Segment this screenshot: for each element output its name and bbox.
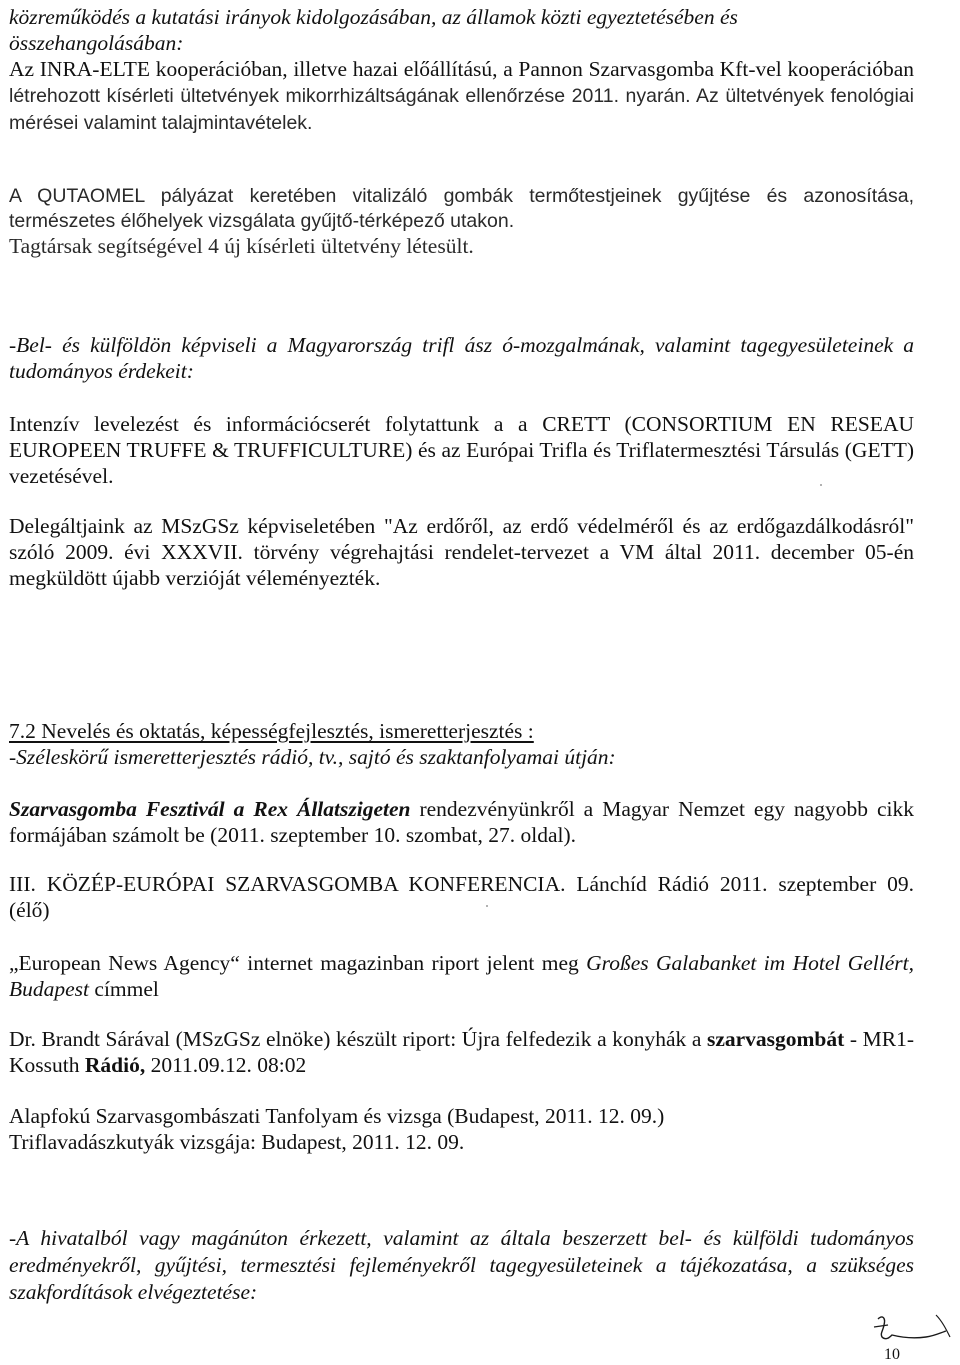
festival-title: Szarvasgomba Fesztivál a Rex Állatszigeten: [9, 797, 411, 821]
courses-paragraph: [9, 1103, 914, 1155]
agency-title: Großes Galabanket im Hotel Gellért, Budapest: [9, 951, 914, 1001]
qutaomel-text-2: Tagtársak segítségével 4 új kísérleti ültetvény létesült.: [9, 234, 474, 258]
agency-paragraph: [9, 950, 914, 1002]
office-text: -A hivatalból vagy magánúton érkezett, valamint az általa beszerzett bel- és külföldi tudományos eredményekről, gyűjtési, termesztési fejleményekről tagegyesületeinek a tájékozatása, a szükséges szakfordítások elvégeztetése:: [9, 1226, 914, 1304]
brandt-paragraph: [9, 1026, 914, 1078]
scan-speck: [820, 484, 822, 486]
festival-paragraph: [9, 796, 914, 848]
crett-text: Intenzív levelezést és információcserét folytattunk a a CRETT (CONSORTIUM EN RESEAU EUROPEEN TRUFFE & TRUFFICULTURE) és az Európai Trifla és Triflatermesztési Társulás (GETT) vezetésével.: [9, 412, 914, 488]
agency-text-1: „European News Agency“ internet magazinban riport jelent meg: [9, 951, 587, 975]
page-number: 10: [884, 1346, 900, 1363]
qutaomel-paragraph: [9, 184, 914, 260]
delegates-text: Delegáltjaink az MSzGSz képviseletében "Az erdőről, az erdő védelméről és az erdőgazdálkodásról" szóló 2009. évi XXXVII. törvény végrehajtási rendelet-tervezet a VM által 2011. december 05-én megküldött újabb verzióját véleményezték.: [9, 514, 914, 590]
representation-paragraph: [9, 332, 914, 384]
delegates-paragraph: [9, 513, 914, 591]
brandt-bold-2: Rádió,: [84, 1053, 146, 1077]
courses-line-2: Triflavadászkutyák vizsgája: Budapest, 2011. 12. 09.: [9, 1130, 465, 1154]
representation-text: -Bel- és külföldön képviseli a Magyarország trifl ász ó-mozgalmának, valamint tagegyesületeinek a tudományos érdekeit:: [9, 333, 914, 383]
qutaomel-text-1: A QUTAOMEL pályázat keretében vitalizáló gombák termőtestjeinek gyűjtése és azonosítása, természetes élőhelyek vizsgálata gyűjtő-térképező utakon.: [9, 185, 914, 232]
brandt-text-3: 2011.09.12. 08:02: [145, 1053, 307, 1077]
crett-paragraph: [9, 411, 914, 489]
office-paragraph: [9, 1225, 914, 1306]
agency-text-2: címmel: [89, 977, 159, 1001]
scan-speck: [486, 905, 488, 907]
inra-text-2: létrehozott kísérleti ültetvények mikorrhizáltságának ellenőrzése 2011. nyarán. Az ültetvények fenológiai mérései valamint talajmintavételek.: [9, 85, 914, 134]
conference-paragraph: [9, 871, 914, 923]
brandt-text-1: Dr. Brandt Sárával (MSzGSz elnöke) készült riport: Újra felfedezik a konyhák a: [9, 1027, 707, 1051]
festival-text: rendezvényünkről a Magyar Nemzet egy nagyobb cikk formájában számolt be (2011. szeptember 10. szombat, 27. oldal).: [9, 797, 914, 847]
education-heading-block: [9, 718, 914, 770]
education-heading: 7.2 Nevelés és oktatás, képességfejlesztés, ismeretterjesztés :: [9, 719, 534, 743]
inra-paragraph: [9, 56, 914, 136]
signature-mark: [862, 1307, 952, 1347]
brandt-text-2: - MR1-Kossuth: [9, 1027, 914, 1077]
education-subheading: -Széleskörű ismeretterjesztés rádió, tv., sajtó és szaktanfolyamai útján:: [9, 745, 616, 769]
intro-line-2: összehangolásában:: [9, 31, 184, 55]
intro-line-1: közreműködés a kutatási irányok kidolgozásában, az államok közti egyeztetésében és: [9, 5, 738, 29]
intro-paragraph: [9, 4, 914, 56]
conference-text: III. KÖZÉP-EURÓPAI SZARVASGOMBA KONFERENCIA. Lánchíd Rádió 2011. szeptember 09. (élő): [9, 872, 914, 922]
inra-text-1: Az INRA-ELTE kooperációban, illetve hazai előállítású, a Pannon Szarvasgomba Kft-vel kooperációban: [9, 57, 914, 81]
brandt-bold-1: szarvasgombát: [706, 1027, 845, 1051]
courses-line-1: Alapfokú Szarvasgombászati Tanfolyam és vizsga (Budapest, 2011. 12. 09.): [9, 1104, 665, 1128]
